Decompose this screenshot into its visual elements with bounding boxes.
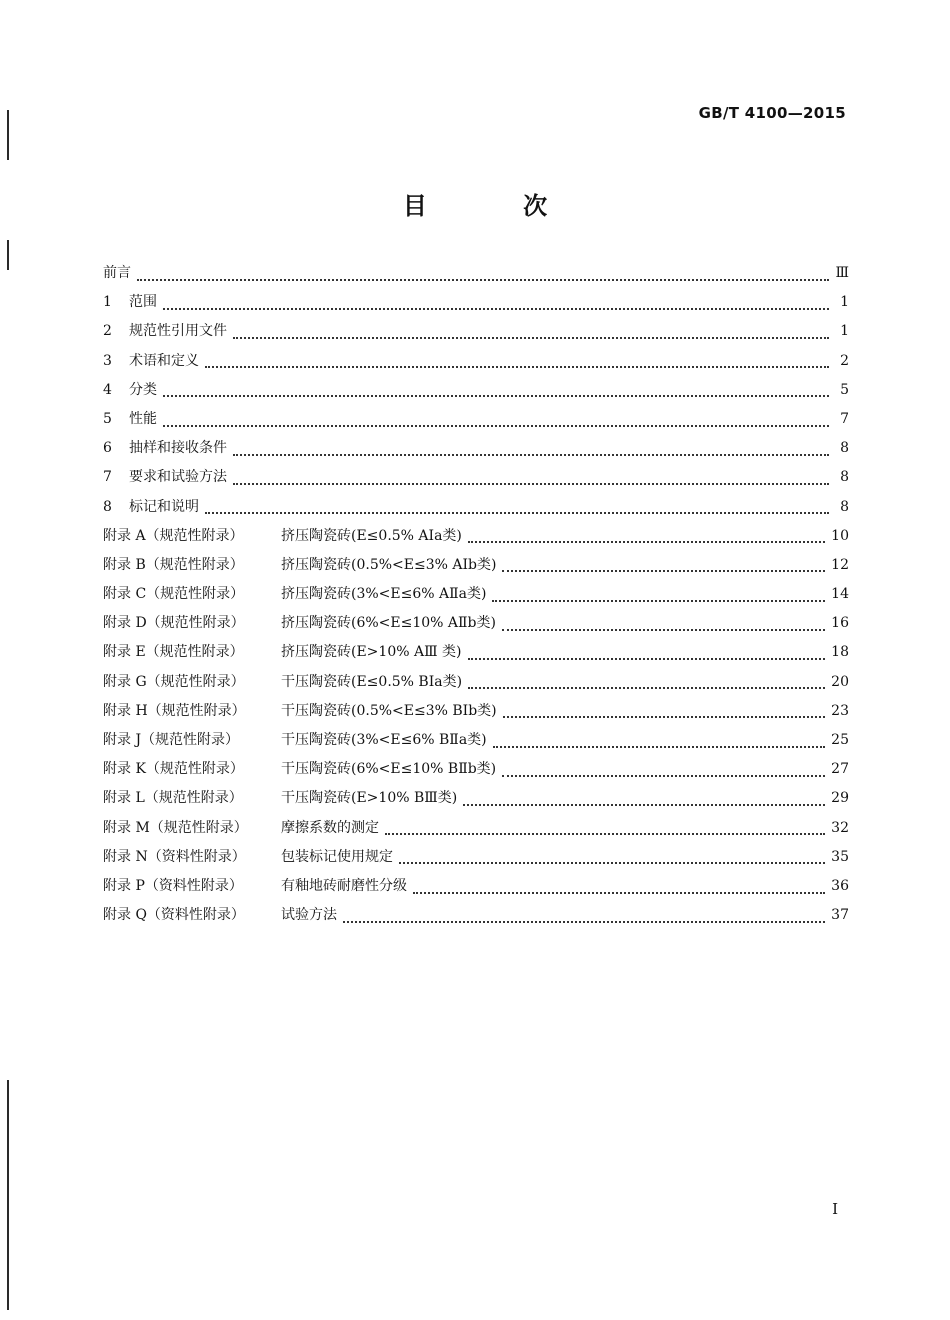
toc-entry[interactable]: [103, 437, 849, 466]
toc-entry-label: 术语和定义: [129, 352, 199, 369]
toc-dot-leader: [205, 366, 829, 368]
toc-entry-title: [103, 350, 199, 370]
toc-entry-title: [103, 787, 457, 807]
toc-entry-title: [103, 817, 379, 837]
toc-entry-label: 标记和说明: [129, 498, 199, 515]
toc-entry-page: 23: [831, 702, 849, 719]
toc-dot-leader: [343, 921, 825, 923]
toc-dot-leader: [233, 483, 829, 485]
scan-edge-mark: [7, 110, 9, 160]
toc-entry-number: 7: [103, 469, 112, 486]
toc-entry-page: 32: [831, 819, 849, 836]
toc-entry-title: [103, 437, 227, 457]
toc-dot-leader: [468, 541, 825, 543]
toc-entry-title: [103, 671, 462, 691]
toc-entry[interactable]: [103, 700, 849, 729]
toc-entry-page: 14: [831, 586, 849, 603]
toc-entry-title: [103, 525, 462, 545]
toc-entry-title: [103, 466, 227, 486]
page-title: 目 次: [402, 192, 592, 220]
toc-entry-number: 附录 J（规范性附录）: [103, 732, 240, 748]
toc-entry-page: 8: [840, 469, 849, 486]
toc-entry-label: 挤压陶瓷砖(E≤0.5% AⅠa类): [281, 527, 462, 544]
toc-entry-title: [103, 846, 393, 866]
toc-entry[interactable]: [103, 320, 849, 349]
toc-entry-label: 分类: [129, 381, 157, 398]
toc-entry-label: 有釉地砖耐磨性分级: [281, 877, 407, 894]
toc-entry-label: 性能: [129, 410, 157, 427]
toc-entry-number: 附录 M（规范性附录）: [103, 819, 248, 836]
scan-edge-mark: [7, 240, 9, 270]
toc-entry-page: 5: [840, 381, 849, 398]
toc-entry-label: 挤压陶瓷砖(0.5%<E≤3% AⅠb类): [281, 556, 497, 573]
toc-entry-label: 干压陶瓷砖(E>10% BⅢ类): [281, 790, 458, 807]
toc-dot-leader: [385, 833, 825, 835]
toc-entry[interactable]: [103, 671, 849, 700]
toc-entry[interactable]: [103, 612, 849, 641]
toc-entry-page: 16: [831, 615, 849, 632]
toc-entry-title: [103, 262, 131, 282]
toc-entry[interactable]: [103, 466, 849, 495]
toc-entry-number: 附录 K（规范性附录）: [103, 761, 244, 778]
toc-entry-title: [103, 904, 337, 924]
toc-entry[interactable]: [103, 379, 849, 408]
toc-entry-number: 2: [103, 323, 112, 340]
toc-entry-title: [103, 408, 157, 428]
toc-dot-leader: [502, 775, 825, 777]
toc-dot-leader: [233, 337, 829, 339]
toc-entry-title: [103, 291, 157, 311]
toc-dot-leader: [463, 804, 825, 806]
toc-entry-page: 29: [831, 790, 849, 807]
toc-entry-title: [103, 583, 486, 603]
toc-entry-title: [103, 700, 497, 720]
toc-entry-page: 12: [831, 556, 849, 573]
toc-entry-number: 附录 D（规范性附录）: [103, 615, 245, 632]
footer-page-number: I: [832, 1200, 838, 1218]
toc-entry-page: 10: [831, 527, 849, 544]
toc-entry-label: 包装标记使用规定: [281, 848, 393, 865]
toc-entry-label: 干压陶瓷砖(E≤0.5% BⅠa类): [281, 673, 463, 690]
toc-entry-title: [103, 641, 462, 661]
toc-entry-label: 挤压陶瓷砖(E>10% AⅢ 类): [281, 644, 462, 661]
toc-entry-number: 附录 G（规范性附录）: [103, 673, 245, 690]
toc-entry-number: 附录 L（规范性附录）: [103, 790, 243, 807]
toc-entry-page: 36: [831, 877, 849, 894]
table-of-contents: [103, 262, 849, 933]
toc-dot-leader: [502, 629, 825, 631]
toc-entry[interactable]: [103, 496, 849, 525]
toc-entry-title: [103, 729, 487, 749]
toc-entry-label: 抽样和接收条件: [129, 440, 227, 457]
toc-dot-leader: [205, 512, 829, 514]
toc-entry-page: 8: [840, 440, 849, 457]
toc-dot-leader: [233, 454, 829, 456]
toc-entry-label: 挤压陶瓷砖(3%<E≤6% AⅡa类): [281, 586, 487, 603]
toc-entry-number: 8: [103, 498, 112, 515]
toc-entry-number: 5: [103, 410, 112, 427]
toc-entry-page: 7: [840, 410, 849, 427]
toc-entry-page: 8: [840, 498, 849, 515]
toc-entry-page: Ⅲ: [835, 265, 849, 281]
toc-entry-title: [103, 496, 199, 516]
toc-entry[interactable]: [103, 525, 849, 554]
toc-entry-page: 20: [831, 673, 849, 690]
toc-entry-label: 干压陶瓷砖(3%<E≤6% BⅡa类): [281, 732, 487, 748]
toc-entry-label: 要求和试验方法: [129, 469, 227, 486]
toc-entry-title: [103, 758, 496, 778]
toc-entry-title: [103, 320, 227, 340]
toc-entry[interactable]: [103, 408, 849, 437]
toc-dot-leader: [137, 279, 829, 281]
toc-entry[interactable]: [103, 758, 849, 787]
toc-entry[interactable]: [103, 904, 849, 933]
toc-entry[interactable]: [103, 846, 849, 875]
toc-entry-label: 挤压陶瓷砖(6%<E≤10% AⅡb类): [281, 615, 496, 632]
toc-entry-page: 2: [840, 352, 849, 369]
toc-dot-leader: [468, 658, 826, 660]
toc-entry[interactable]: [103, 875, 849, 904]
toc-entry-number: 6: [103, 440, 112, 457]
toc-entry-title: [103, 554, 496, 574]
toc-entry-page: 18: [831, 644, 849, 661]
toc-entry-number: 附录 Q（资料性附录）: [103, 907, 245, 924]
scan-edge-mark: [7, 1080, 9, 1310]
toc-entry-page: 25: [831, 732, 849, 748]
toc-entry-label: 试验方法: [281, 907, 337, 924]
toc-entry-label: 范围: [129, 294, 157, 311]
toc-entry[interactable]: [103, 262, 849, 291]
toc-entry-page: 37: [831, 907, 849, 924]
toc-entry-label: 前言: [103, 265, 131, 281]
toc-entry[interactable]: [103, 291, 849, 320]
toc-entry-number: 3: [103, 352, 112, 369]
toc-dot-leader: [163, 395, 829, 397]
toc-entry-title: [103, 875, 407, 895]
toc-dot-leader: [163, 425, 829, 427]
toc-entry-label: 摩擦系数的测定: [281, 819, 379, 836]
toc-entry-page: 1: [840, 323, 849, 340]
toc-entry-number: 附录 N（资料性附录）: [103, 848, 246, 865]
toc-entry-number: 附录 B（规范性附录）: [103, 556, 244, 573]
toc-entry[interactable]: [103, 729, 849, 758]
toc-entry[interactable]: [103, 641, 849, 670]
toc-dot-leader: [163, 308, 829, 310]
toc-entry-label: 干压陶瓷砖(6%<E≤10% BⅡb类): [281, 761, 497, 778]
toc-entry-number: 附录 C（规范性附录）: [103, 586, 245, 603]
toc-entry-number: 1: [103, 294, 112, 311]
toc-entry-page: 35: [831, 848, 849, 865]
toc-entry-label: 规范性引用文件: [129, 323, 227, 340]
toc-entry-page: 27: [831, 761, 849, 778]
toc-entry[interactable]: [103, 787, 849, 816]
toc-dot-leader: [502, 570, 825, 572]
toc-entry[interactable]: [103, 554, 849, 583]
toc-entry-number: 附录 P（资料性附录）: [103, 877, 243, 894]
toc-dot-leader: [503, 716, 826, 718]
toc-dot-leader: [493, 746, 826, 748]
standard-code: GB/T 4100—2015: [698, 104, 846, 122]
toc-dot-leader: [399, 862, 825, 864]
toc-entry-number: 4: [103, 381, 112, 398]
toc-entry-page: 1: [840, 294, 849, 311]
toc-entry[interactable]: [103, 817, 849, 846]
toc-dot-leader: [468, 687, 825, 689]
toc-dot-leader: [413, 892, 825, 894]
toc-entry-number: 附录 H（规范性附录）: [103, 702, 246, 719]
toc-entry[interactable]: [103, 583, 849, 612]
toc-entry-title: [103, 379, 157, 399]
toc-entry-number: 附录 E（规范性附录）: [103, 644, 244, 661]
toc-entry-title: [103, 612, 496, 632]
toc-dot-leader: [492, 600, 825, 602]
toc-entry-number: 附录 A（规范性附录）: [103, 527, 244, 544]
toc-entry[interactable]: [103, 350, 849, 379]
toc-entry-label: 干压陶瓷砖(0.5%<E≤3% BⅠb类): [281, 702, 497, 719]
